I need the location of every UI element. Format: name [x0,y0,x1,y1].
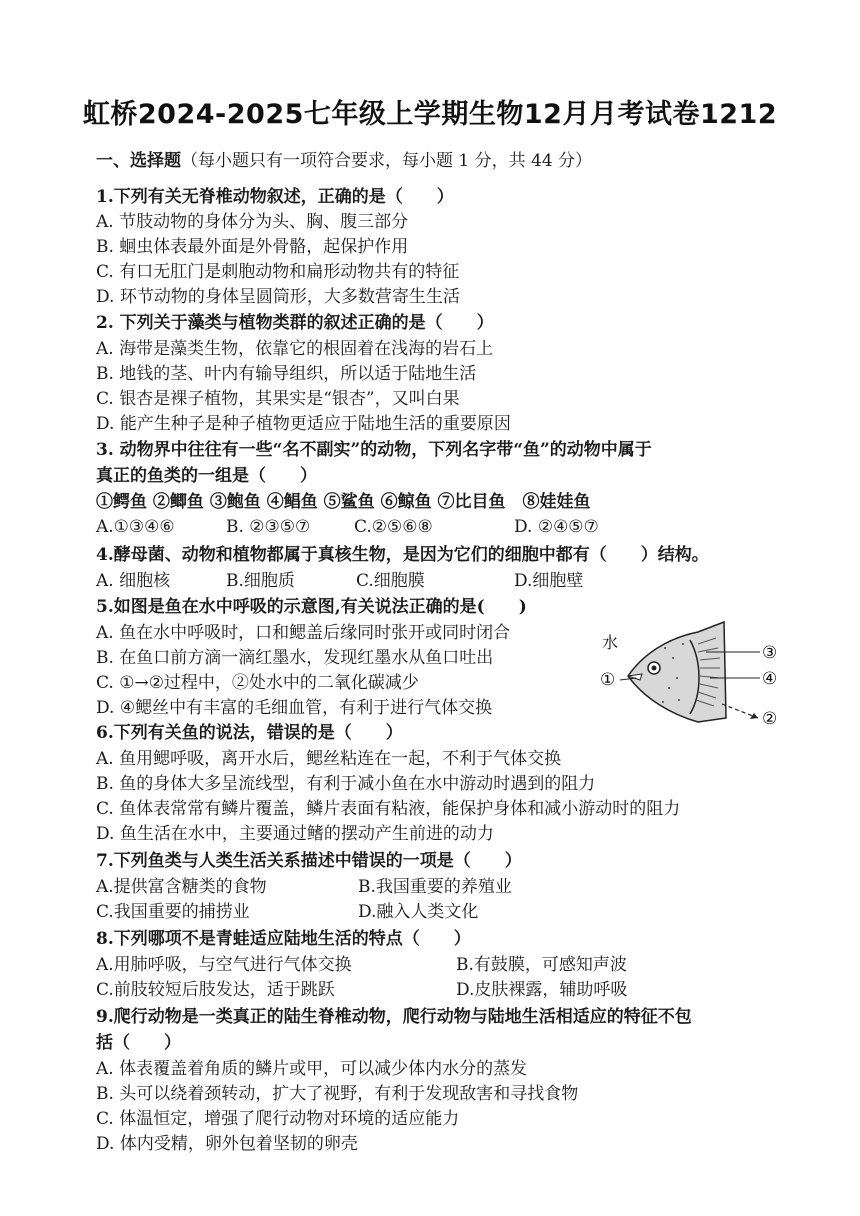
q3-option-b: B. ②③⑤⑦ [226,517,311,537]
section-heading [96,150,592,172]
question-7-stem: 7.下列鱼类与人类生活关系描述中错误的一项是（ ） [96,851,522,871]
section-title: 一、选择题 [96,151,181,171]
q7-option-b: B.我国重要的养殖业 [358,877,512,897]
q3-option-c: C.②⑤⑥⑧ [354,517,433,537]
q6-option-a: A. 鱼用鳃呼吸，离开水后，鳃丝粘连在一起，不利于气体交换 [96,749,562,769]
q5-option-d: D. ④鳃丝中有丰富的毛细血管，有利于进行气体交换 [96,698,493,718]
q9-option-a: A. 体表覆盖着角质的鳞片或甲，可以减少体内水分的蒸发 [96,1059,528,1079]
label-3: ③ [762,643,778,663]
figure-water-label: 水 [602,633,619,652]
q8-option-d: D.皮肤裸露，辅助呼吸 [456,980,628,1000]
q3-option-d: D. ②④⑤⑦ [514,517,599,537]
q7-option-d: D.融入人类文化 [358,902,479,922]
q2-option-d: D. 能产生种子是种子植物更适应于陆地生活的重要原因 [96,414,511,434]
fish-eye-pupil [652,666,657,671]
q1-option-b: B. 蛔虫体表最外面是外骨骼，起保护作用 [96,237,409,257]
fish-respiration-figure [598,618,788,730]
q2-option-c: C. 银杏是裸子植物，其果实是“银杏”，又叫白果 [96,389,460,409]
question-6-stem: 6.下列有关鱼的说法，错误的是（ ） [96,723,403,743]
question-5-stem: 5.如图是鱼在水中呼吸的示意图,有关说法正确的是( ) [96,597,527,617]
question-9-stem-line2: 括（ ） [96,1033,181,1053]
q3-animal-list: ①鳄鱼 ②鲫鱼 ③鲍鱼 ④鲳鱼 ⑤鲨鱼 ⑥鲸鱼 ⑦比目鱼 ⑧娃娃鱼 [96,492,591,512]
q7-option-a: A.提供富含糖类的食物 [96,877,267,897]
question-2-stem: 2. 下列关于藻类与植物类群的叙述正确的是（ ） [96,313,494,333]
q1-option-d: D. 环节动物的身体呈圆筒形，大多数营寄生生活 [96,287,460,307]
q7-option-c: C.我国重要的捕捞业 [96,902,250,922]
label-4: ④ [762,669,778,689]
q6-option-d: D. 鱼生活在水中，主要通过鳍的摆动产生前进的动力 [96,824,494,844]
question-3-stem-line2: 真正的鱼类的一组是（ ） [96,466,317,486]
q9-option-c: C. 体温恒定，增强了爬行动物对环境的适应能力 [96,1109,460,1129]
question-3-stem-line1: 3. 动物界中往往有一些“名不副实”的动物，下列名字带“鱼”的动物中属于 [96,440,652,460]
question-4-stem: 4.酵母菌、动物和植物都属于真核生物，是因为它们的细胞中都有（ ）结构。 [96,545,709,565]
q4-option-a: A. 细胞核 [96,571,171,591]
label-2: ② [762,709,778,729]
section-note: （每小题只有一项符合要求，每小题 1 分，共 44 分） [181,151,593,171]
q3-option-a: A.①③④⑥ [96,517,175,537]
q9-option-d: D. 体内受精，卵外包着坚韧的卵壳 [96,1134,358,1154]
q4-option-b: B.细胞质 [226,571,295,591]
q6-option-b: B. 鱼的身体大多呈流线型，有利于减小鱼在水中游动时遇到的阻力 [96,774,596,794]
q8-option-a: A.用肺呼吸，与空气进行气体交换 [96,955,352,975]
fish-head-outline [628,622,726,722]
q5-option-b: B. 在鱼口前方滴一滴红墨水，发现红墨水从鱼口吐出 [96,648,494,668]
question-1-stem: 1.下列有关无脊椎动物叙述，正确的是（ ） [96,187,454,207]
q5-option-a: A. 鱼在水中呼吸时，口和鳃盖后缘同时张开或同时闭合 [96,623,511,643]
q6-option-c: C. 鱼体表常常有鳞片覆盖，鳞片表面有粘液，能保护身体和减小游动时的阻力 [96,799,681,819]
q4-option-d: D.细胞壁 [514,571,584,591]
outflow-arrowhead [750,713,758,719]
q5-option-c: C. ①→②过程中，②处水中的二氧化碳减少 [96,673,419,693]
label-1: ① [600,670,616,690]
exam-title: 虹桥2024-2025七年级上学期生物12月月考试卷1212 [82,99,778,130]
q8-option-b: B.有鼓膜，可感知声波 [456,955,627,975]
q8-option-c: C.前肢较短后肢发达，适于跳跃 [96,980,335,1000]
q1-option-c: C. 有口无肛门是刺胞动物和扁形动物共有的特征 [96,262,460,282]
q2-option-b: B. 地钱的茎、叶内有输导组织，所以适于陆地生活 [96,364,477,384]
q9-option-b: B. 头可以绕着颈转动，扩大了视野，有利于发现敌害和寻找食物 [96,1084,579,1104]
question-8-stem: 8.下列哪项不是青蛙适应陆地生活的特点（ ） [96,929,471,949]
question-9-stem-line1: 9.爬行动物是一类真正的陆生脊椎动物，爬行动物与陆地生活相适应的特征不包 [96,1007,692,1027]
q4-option-c: C.细胞膜 [356,571,425,591]
q2-option-a: A. 海带是藻类生物，依靠它的根固着在浅海的岩石上 [96,339,494,359]
q1-option-a: A. 节肢动物的身体分为头、胸、腹三部分 [96,212,409,232]
